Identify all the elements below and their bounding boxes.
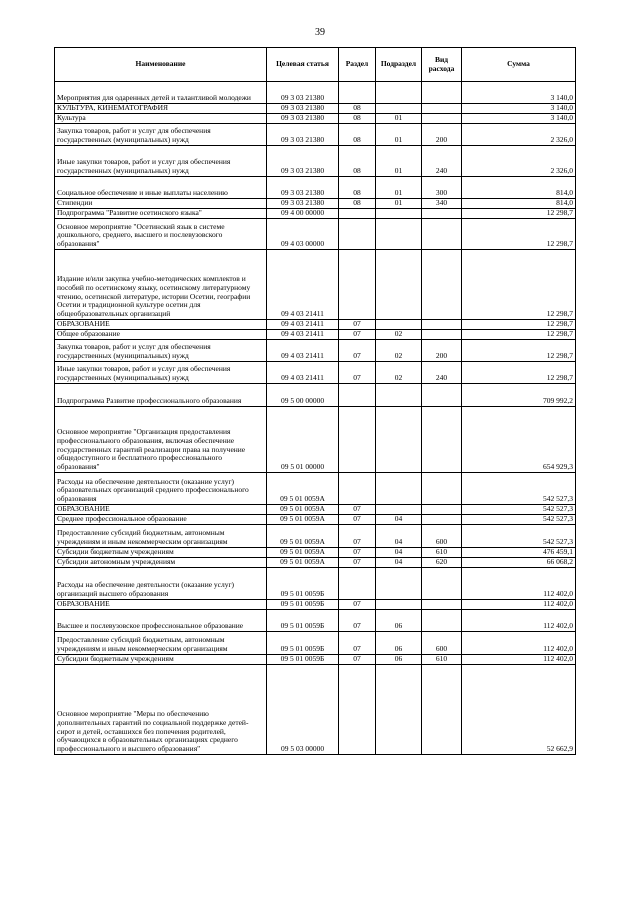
cell-type: 600	[422, 525, 462, 548]
cell-section	[339, 407, 376, 473]
cell-name: Расходы на обеспечение деятельности (оказание услуг) организаций высшего образования	[55, 568, 267, 600]
cell-sum: 476 459,1	[462, 548, 576, 558]
cell-sum: 709 992,2	[462, 384, 576, 407]
cell-subsection	[376, 219, 422, 250]
cell-code: 09 5 01 0059Б	[267, 568, 339, 600]
cell-code: 09 5 01 0059Б	[267, 655, 339, 665]
cell-name: Подпрограмма Развитие профессионального образования	[55, 384, 267, 407]
cell-sum: 112 402,0	[462, 610, 576, 632]
cell-type	[422, 407, 462, 473]
cell-sum: 3 140,0	[462, 104, 576, 114]
cell-sum: 112 402,0	[462, 655, 576, 665]
cell-type: 600	[422, 632, 462, 655]
cell-code: 09 5 01 0059Б	[267, 632, 339, 655]
cell-name: Закупка товаров, работ и услуг для обеспечения государственных (муниципальных) нужд	[55, 340, 267, 362]
table-row	[55, 362, 576, 384]
cell-subsection: 06	[376, 632, 422, 655]
table-row	[55, 505, 576, 515]
cell-name: Основное мероприятие "Осетинский язык в системе дошкольного, среднего, высшего и послевузовского образования"	[55, 219, 267, 250]
cell-section: 08	[339, 146, 376, 177]
cell-type	[422, 104, 462, 114]
cell-subsection: 02	[376, 362, 422, 384]
cell-code: 09 3 03 21380	[267, 199, 339, 209]
cell-code: 09 3 03 21380	[267, 82, 339, 104]
table-row	[55, 384, 576, 407]
cell-type	[422, 330, 462, 340]
cell-subsection: 06	[376, 610, 422, 632]
cell-section	[339, 384, 376, 407]
table-row	[55, 568, 576, 600]
cell-name: Мероприятия для одаренных детей и талантливой молодежи	[55, 82, 267, 104]
cell-subsection: 01	[376, 199, 422, 209]
table-row	[55, 104, 576, 114]
cell-section: 07	[339, 610, 376, 632]
cell-subsection: 04	[376, 515, 422, 525]
cell-type	[422, 515, 462, 525]
cell-name: Среднее профессиональное образование	[55, 515, 267, 525]
cell-subsection: 06	[376, 655, 422, 665]
cell-section: 07	[339, 320, 376, 330]
cell-section: 07	[339, 515, 376, 525]
cell-type	[422, 114, 462, 124]
cell-name: Общее образование	[55, 330, 267, 340]
table-row	[55, 82, 576, 104]
cell-name: Предоставление субсидий бюджетным, автономным учреждениям и иным некоммерческим организациям	[55, 525, 267, 548]
cell-sum: 12 298,7	[462, 340, 576, 362]
cell-subsection	[376, 505, 422, 515]
cell-subsection: 04	[376, 525, 422, 548]
cell-section	[339, 209, 376, 219]
cell-type: 340	[422, 199, 462, 209]
header-name: Наименование	[55, 48, 267, 82]
cell-code: 09 3 03 21380	[267, 124, 339, 146]
cell-name: Социальное обеспечение и иные выплаты населению	[55, 177, 267, 199]
cell-subsection: 02	[376, 330, 422, 340]
cell-code: 09 3 03 21380	[267, 104, 339, 114]
cell-subsection: 01	[376, 114, 422, 124]
cell-sum: 66 068,2	[462, 558, 576, 568]
cell-name: Культура	[55, 114, 267, 124]
cell-section: 08	[339, 104, 376, 114]
cell-sum: 2 326,0	[462, 146, 576, 177]
cell-type	[422, 320, 462, 330]
cell-section: 07	[339, 505, 376, 515]
table-row	[55, 199, 576, 209]
cell-sum: 542 527,3	[462, 505, 576, 515]
cell-name: Закупка товаров, работ и услуг для обеспечения государственных (муниципальных) нужд	[55, 124, 267, 146]
table-row	[55, 407, 576, 473]
cell-code: 09 4 03 21411	[267, 320, 339, 330]
cell-section: 07	[339, 340, 376, 362]
cell-type	[422, 384, 462, 407]
cell-type: 610	[422, 548, 462, 558]
table-row	[55, 473, 576, 505]
cell-code: 09 5 01 0059А	[267, 525, 339, 548]
cell-name: Субсидии бюджетным учреждениям	[55, 655, 267, 665]
cell-sum: 112 402,0	[462, 568, 576, 600]
cell-code: 09 5 00 00000	[267, 384, 339, 407]
table-row	[55, 330, 576, 340]
cell-sum: 12 298,7	[462, 219, 576, 250]
cell-sum: 542 527,3	[462, 473, 576, 505]
cell-name: Основное мероприятие "Организация предоставления профессионального образования, включая обеспечение государственных гарантий реализации права на получение общедоступного и бесплатного профессионального образования"	[55, 407, 267, 473]
cell-section	[339, 568, 376, 600]
cell-code: 09 5 01 0059А	[267, 558, 339, 568]
cell-code: 09 4 03 21411	[267, 362, 339, 384]
cell-code: 09 5 01 0059А	[267, 515, 339, 525]
cell-section: 07	[339, 548, 376, 558]
cell-subsection: 01	[376, 146, 422, 177]
cell-sum: 52 662,9	[462, 665, 576, 755]
cell-type	[422, 568, 462, 600]
cell-type	[422, 82, 462, 104]
cell-code: 09 3 03 21380	[267, 177, 339, 199]
cell-code: 09 4 03 00000	[267, 219, 339, 250]
cell-section	[339, 250, 376, 320]
cell-code: 09 5 03 00000	[267, 665, 339, 755]
cell-name: Субсидии автономным учреждениям	[55, 558, 267, 568]
cell-section: 07	[339, 558, 376, 568]
cell-subsection	[376, 250, 422, 320]
cell-subsection	[376, 384, 422, 407]
cell-sum: 542 527,3	[462, 525, 576, 548]
cell-type: 200	[422, 124, 462, 146]
cell-type	[422, 600, 462, 610]
table-row	[55, 525, 576, 548]
budget-table	[54, 47, 576, 755]
cell-subsection	[376, 104, 422, 114]
cell-section: 07	[339, 525, 376, 548]
table-row	[55, 665, 576, 755]
cell-name: Стипендии	[55, 199, 267, 209]
cell-sum: 112 402,0	[462, 600, 576, 610]
cell-sum: 12 298,7	[462, 330, 576, 340]
cell-code: 09 4 00 00000	[267, 209, 339, 219]
cell-subsection	[376, 600, 422, 610]
cell-sum: 12 298,7	[462, 320, 576, 330]
cell-subsection	[376, 665, 422, 755]
table-row	[55, 320, 576, 330]
table-row	[55, 146, 576, 177]
cell-type	[422, 209, 462, 219]
header-section: Раздел	[339, 48, 376, 82]
cell-name: Издание и/или закупка учебно-методических комплектов и пособий по осетинскому языку, осетинскому литературному чтению, осетинской литературе, истории Осетии, географии Осетии и традиционной культуре осетин для общеобразовательных организаций	[55, 250, 267, 320]
cell-section: 07	[339, 632, 376, 655]
cell-subsection	[376, 568, 422, 600]
cell-section	[339, 82, 376, 104]
header-sum: Сумма	[462, 48, 576, 82]
cell-section: 07	[339, 655, 376, 665]
header-code: Целевая статья	[267, 48, 339, 82]
cell-sum: 654 929,3	[462, 407, 576, 473]
cell-name: Подпрограмма "Развитие осетинского языка"	[55, 209, 267, 219]
cell-type: 300	[422, 177, 462, 199]
page-number: 39	[315, 27, 325, 38]
cell-name: Основное мероприятие "Меры по обеспечению дополнительных гарантий по социальной поддержке детей-сирот и детей, оставшихся без попечения родителей, обучающихся в образовательных организациях среднего профессионального и высшего образования"	[55, 665, 267, 755]
cell-subsection: 02	[376, 340, 422, 362]
table-row	[55, 558, 576, 568]
table-row	[55, 515, 576, 525]
cell-name: КУЛЬТУРА, КИНЕМАТОГРАФИЯ	[55, 104, 267, 114]
cell-code: 09 4 03 21411	[267, 340, 339, 362]
cell-type: 240	[422, 362, 462, 384]
table-row	[55, 114, 576, 124]
cell-section: 08	[339, 199, 376, 209]
cell-sum: 12 298,7	[462, 362, 576, 384]
cell-name: Предоставление субсидий бюджетным, автономным учреждениям и иным некоммерческим организациям	[55, 632, 267, 655]
cell-sum: 12 298,7	[462, 209, 576, 219]
cell-code: 09 4 03 21411	[267, 330, 339, 340]
cell-name: ОБРАЗОВАНИЕ	[55, 600, 267, 610]
cell-name: ОБРАЗОВАНИЕ	[55, 505, 267, 515]
table-body	[55, 82, 576, 755]
cell-subsection	[376, 320, 422, 330]
cell-section	[339, 219, 376, 250]
cell-subsection: 01	[376, 124, 422, 146]
cell-type	[422, 219, 462, 250]
cell-type	[422, 610, 462, 632]
cell-type: 620	[422, 558, 462, 568]
cell-type	[422, 665, 462, 755]
cell-sum: 814,0	[462, 177, 576, 199]
table-row	[55, 655, 576, 665]
cell-subsection	[376, 209, 422, 219]
cell-subsection: 01	[376, 177, 422, 199]
cell-section: 07	[339, 362, 376, 384]
cell-type	[422, 250, 462, 320]
table-row	[55, 250, 576, 320]
table-header-row	[55, 48, 576, 82]
cell-section: 07	[339, 600, 376, 610]
table-row	[55, 600, 576, 610]
table-row	[55, 209, 576, 219]
cell-section	[339, 473, 376, 505]
cell-sum: 814,0	[462, 199, 576, 209]
table-row	[55, 219, 576, 250]
table-row	[55, 340, 576, 362]
cell-name: ОБРАЗОВАНИЕ	[55, 320, 267, 330]
cell-code: 09 5 01 0059А	[267, 505, 339, 515]
cell-name: Расходы на обеспечение деятельности (оказание услуг) образовательных организаций среднего профессионального образования	[55, 473, 267, 505]
cell-name: Иные закупки товаров, работ и услуг для обеспечения государственных (муниципальных) нужд	[55, 146, 267, 177]
cell-subsection	[376, 407, 422, 473]
cell-sum: 112 402,0	[462, 632, 576, 655]
cell-type	[422, 505, 462, 515]
cell-type	[422, 473, 462, 505]
cell-name: Субсидии бюджетным учреждениям	[55, 548, 267, 558]
cell-subsection	[376, 473, 422, 505]
cell-code: 09 4 03 21411	[267, 250, 339, 320]
cell-code: 09 3 03 21380	[267, 114, 339, 124]
cell-name: Иные закупки товаров, работ и услуг для обеспечения государственных (муниципальных) нужд	[55, 362, 267, 384]
cell-sum: 542 527,3	[462, 515, 576, 525]
cell-section	[339, 665, 376, 755]
header-type: Вид расхода	[422, 48, 462, 82]
cell-section: 08	[339, 177, 376, 199]
cell-subsection	[376, 82, 422, 104]
cell-code: 09 5 01 0059А	[267, 548, 339, 558]
cell-code: 09 5 01 0059Б	[267, 610, 339, 632]
table-row	[55, 632, 576, 655]
cell-subsection: 04	[376, 548, 422, 558]
cell-section: 08	[339, 114, 376, 124]
cell-sum: 3 140,0	[462, 114, 576, 124]
cell-type: 200	[422, 340, 462, 362]
cell-subsection: 04	[376, 558, 422, 568]
cell-sum: 3 140,0	[462, 82, 576, 104]
cell-sum: 2 326,0	[462, 124, 576, 146]
cell-code: 09 5 01 0059Б	[267, 600, 339, 610]
table-row	[55, 177, 576, 199]
table-row	[55, 610, 576, 632]
header-subsection: Подраздел	[376, 48, 422, 82]
cell-sum: 12 298,7	[462, 250, 576, 320]
cell-section: 07	[339, 330, 376, 340]
table-row	[55, 124, 576, 146]
cell-type: 610	[422, 655, 462, 665]
cell-section: 08	[339, 124, 376, 146]
cell-code: 09 3 03 21380	[267, 146, 339, 177]
cell-type: 240	[422, 146, 462, 177]
cell-code: 09 5 01 0059А	[267, 473, 339, 505]
cell-name: Высшее и послевузовское профессиональное образование	[55, 610, 267, 632]
table-row	[55, 548, 576, 558]
cell-code: 09 5 01 00000	[267, 407, 339, 473]
